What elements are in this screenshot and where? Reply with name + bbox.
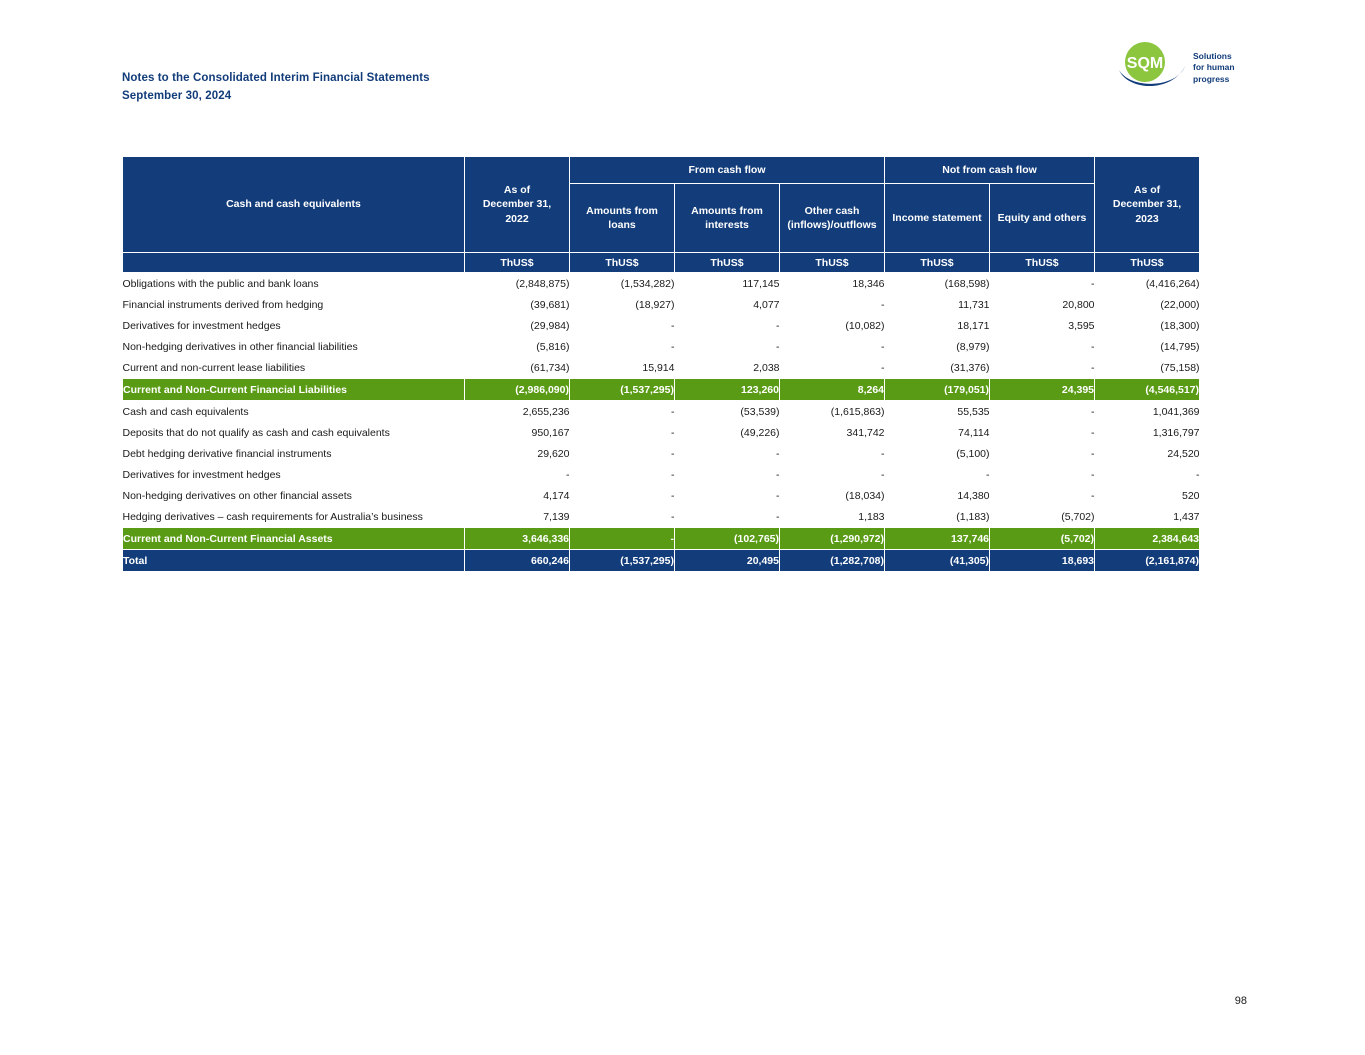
row-value-equity: 3,595 [990, 315, 1095, 336]
row-value-interests: - [675, 506, 780, 528]
row-value-equity: - [990, 464, 1095, 485]
row-value-as-of-2023: - [1095, 464, 1200, 485]
row-value-equity: 18,693 [990, 550, 1095, 572]
table-row [123, 273, 1200, 295]
row-value-loans: (1,534,282) [570, 273, 675, 295]
row-value-loans: - [570, 464, 675, 485]
total-row [123, 550, 1200, 572]
row-value-other-cash: (10,082) [780, 315, 885, 336]
subtotal-row-financial-assets [123, 528, 1200, 550]
row-value-as-of-2022: (2,848,875) [465, 273, 570, 295]
row-value-equity: - [990, 336, 1095, 357]
row-value-loans: - [570, 528, 675, 550]
row-value-equity: - [990, 357, 1095, 379]
row-value-loans: - [570, 401, 675, 423]
row-value-interests: - [675, 315, 780, 336]
group-header-from-cash-flow: From cash flow [570, 157, 885, 184]
subtotal-row-financial-liabilities [123, 379, 1200, 401]
table-row [123, 294, 1200, 315]
row-value-interests: 2,038 [675, 357, 780, 379]
row-value-as-of-2022: (39,681) [465, 294, 570, 315]
col-header-as-of-2022-line3: 2022 [505, 212, 529, 225]
row-value-as-of-2023: (14,795) [1095, 336, 1200, 357]
unit-as-of-2022: ThUS$ [465, 253, 570, 273]
row-value-as-of-2023: (4,546,517) [1095, 379, 1200, 401]
col-header-as-of-2023-line1: As of [1133, 184, 1161, 197]
row-value-as-of-2022: 2,655,236 [465, 401, 570, 423]
row-value-other-cash: 1,183 [780, 506, 885, 528]
row-value-income-statement: (179,051) [885, 379, 990, 401]
row-value-other-cash: (18,034) [780, 485, 885, 506]
row-value-equity: - [990, 401, 1095, 423]
row-value-income-statement: (41,305) [885, 550, 990, 572]
logo-tagline-line-2: for human [1193, 62, 1235, 73]
row-value-as-of-2023: 520 [1095, 485, 1200, 506]
row-value-as-of-2022: (61,734) [465, 357, 570, 379]
row-value-loans: - [570, 336, 675, 357]
document-header-line-1: Notes to the Consolidated Interim Financial Statements [122, 72, 430, 84]
row-label: Non-hedging derivatives on other financial assets [123, 485, 465, 506]
row-value-equity: (5,702) [990, 528, 1095, 550]
financial-table-container [122, 156, 1199, 572]
sqm-logo [1115, 40, 1245, 98]
col-header-other-cash-flows-line2: (inflows)/outflows [787, 219, 877, 231]
row-value-as-of-2022: 3,646,336 [465, 528, 570, 550]
row-value-as-of-2023: 1,041,369 [1095, 401, 1200, 423]
unit-equity-and-others: ThUS$ [990, 253, 1095, 273]
row-value-interests: 20,495 [675, 550, 780, 572]
row-value-other-cash: (1,282,708) [780, 550, 885, 572]
row-label: Derivatives for investment hedges [123, 315, 465, 336]
col-header-other-cash-flows-line1: Other cash [804, 204, 860, 217]
table-row [123, 357, 1200, 379]
row-value-loans: - [570, 422, 675, 443]
group-header-not-from-cash-flow: Not from cash flow [885, 157, 1095, 184]
row-value-as-of-2023: 1,316,797 [1095, 422, 1200, 443]
row-value-interests: 123,260 [675, 379, 780, 401]
row-value-as-of-2022: (2,986,090) [465, 379, 570, 401]
row-value-interests: 4,077 [675, 294, 780, 315]
row-value-as-of-2022: - [465, 464, 570, 485]
row-label: Cash and cash equivalents [123, 401, 465, 423]
row-value-other-cash: 8,264 [780, 379, 885, 401]
row-label: Non-hedging derivatives in other financial liabilities [123, 336, 465, 357]
document-header [122, 70, 430, 106]
row-value-interests: - [675, 443, 780, 464]
row-value-loans: 15,914 [570, 357, 675, 379]
financial-table [122, 156, 1200, 572]
row-value-income-statement: (168,598) [885, 273, 990, 295]
table-header-row-groups [123, 157, 1200, 184]
row-value-equity: (5,702) [990, 506, 1095, 528]
row-label: Obligations with the public and bank loans [123, 273, 465, 295]
row-value-income-statement: - [885, 464, 990, 485]
row-value-income-statement: 74,114 [885, 422, 990, 443]
row-value-as-of-2023: (22,000) [1095, 294, 1200, 315]
row-value-as-of-2022: 29,620 [465, 443, 570, 464]
row-value-interests: - [675, 485, 780, 506]
unit-income-statement: ThUS$ [885, 253, 990, 273]
row-value-income-statement: 11,731 [885, 294, 990, 315]
row-value-interests: (102,765) [675, 528, 780, 550]
row-label: Debt hedging derivative financial instruments [123, 443, 465, 464]
row-value-as-of-2022: 660,246 [465, 550, 570, 572]
table-body [123, 273, 1200, 572]
row-label: Total [123, 550, 465, 572]
unit-amounts-from-interests: ThUS$ [675, 253, 780, 273]
row-value-loans: - [570, 506, 675, 528]
unit-other-cash-flows: ThUS$ [780, 253, 885, 273]
table-row [123, 443, 1200, 464]
row-value-as-of-2023: (4,416,264) [1095, 273, 1200, 295]
row-value-income-statement: 137,746 [885, 528, 990, 550]
row-value-equity: - [990, 485, 1095, 506]
table-row [123, 422, 1200, 443]
col-header-as-of-2022 [465, 157, 570, 253]
table-row [123, 464, 1200, 485]
table-corner-label: Cash and cash equivalents [123, 157, 465, 253]
row-value-equity: - [990, 443, 1095, 464]
row-value-loans: - [570, 315, 675, 336]
logo-tagline [1193, 51, 1235, 85]
row-value-interests: (53,539) [675, 401, 780, 423]
col-header-amounts-from-loans-line1: Amounts from [586, 204, 658, 217]
row-value-as-of-2022: (5,816) [465, 336, 570, 357]
row-value-other-cash: - [780, 294, 885, 315]
table-row [123, 401, 1200, 423]
col-header-as-of-2023 [1095, 157, 1200, 253]
row-value-as-of-2022: 4,174 [465, 485, 570, 506]
row-value-other-cash: - [780, 464, 885, 485]
row-value-equity: - [990, 422, 1095, 443]
row-value-income-statement: (8,979) [885, 336, 990, 357]
col-header-as-of-2023-line2: December 31, [1112, 198, 1182, 211]
row-value-as-of-2023: (18,300) [1095, 315, 1200, 336]
unit-amounts-from-loans: ThUS$ [570, 253, 675, 273]
col-header-as-of-2023-line3: 2023 [1135, 212, 1159, 225]
col-header-amounts-from-interests-line2: interests [705, 219, 749, 231]
row-value-other-cash: (1,290,972) [780, 528, 885, 550]
col-header-as-of-2022-line2: December 31, [482, 198, 552, 211]
sqm-logo-mark [1115, 40, 1190, 98]
row-label: Derivatives for investment hedges [123, 464, 465, 485]
row-value-income-statement: (5,100) [885, 443, 990, 464]
row-value-as-of-2023: 2,384,643 [1095, 528, 1200, 550]
row-value-as-of-2023: (75,158) [1095, 357, 1200, 379]
row-value-as-of-2023: 1,437 [1095, 506, 1200, 528]
row-label: Hedging derivatives – cash requirements for Australia’s business [123, 506, 465, 528]
page-number: 98 [1234, 995, 1247, 1007]
row-value-income-statement: (1,183) [885, 506, 990, 528]
table-row [123, 315, 1200, 336]
table-row [123, 336, 1200, 357]
row-label: Financial instruments derived from hedging [123, 294, 465, 315]
row-value-interests: 117,145 [675, 273, 780, 295]
row-label: Deposits that do not qualify as cash and cash equivalents [123, 422, 465, 443]
table-units-row [123, 253, 1200, 273]
row-value-other-cash: - [780, 336, 885, 357]
logo-tagline-line-3: progress [1193, 73, 1230, 84]
row-value-interests: - [675, 336, 780, 357]
col-header-other-cash-flows [780, 184, 885, 253]
col-header-as-of-2022-line1: As of [503, 184, 531, 197]
table-row [123, 485, 1200, 506]
row-label: Current and Non-Current Financial Assets [123, 528, 465, 550]
col-header-amounts-from-interests-line1: Amounts from [691, 204, 763, 217]
row-value-loans: - [570, 485, 675, 506]
row-value-as-of-2022: (29,984) [465, 315, 570, 336]
row-value-loans: (18,927) [570, 294, 675, 315]
units-blank-cell [123, 253, 465, 273]
unit-as-of-2023: ThUS$ [1095, 253, 1200, 273]
row-value-equity: 20,800 [990, 294, 1095, 315]
row-value-loans: (1,537,295) [570, 379, 675, 401]
table-header [123, 157, 1200, 273]
row-value-equity: - [990, 273, 1095, 295]
col-header-amounts-from-loans-line2: loans [608, 219, 636, 231]
table-row [123, 506, 1200, 528]
row-value-other-cash: (1,615,863) [780, 401, 885, 423]
row-value-other-cash: 341,742 [780, 422, 885, 443]
row-value-as-of-2023: (2,161,874) [1095, 550, 1200, 572]
row-value-equity: 24,395 [990, 379, 1095, 401]
svg-text:SQM: SQM [1126, 55, 1164, 72]
row-value-as-of-2022: 950,167 [465, 422, 570, 443]
row-value-income-statement: 18,171 [885, 315, 990, 336]
row-value-loans: - [570, 443, 675, 464]
row-value-interests: - [675, 464, 780, 485]
row-value-loans: (1,537,295) [570, 550, 675, 572]
row-value-as-of-2022: 7,139 [465, 506, 570, 528]
col-header-amounts-from-interests [675, 184, 780, 253]
row-value-income-statement: 55,535 [885, 401, 990, 423]
col-header-amounts-from-loans [570, 184, 675, 253]
row-value-other-cash: - [780, 357, 885, 379]
row-value-income-statement: (31,376) [885, 357, 990, 379]
row-label: Current and Non-Current Financial Liabilities [123, 379, 465, 401]
row-value-other-cash: 18,346 [780, 273, 885, 295]
col-header-equity-and-others: Equity and others [990, 184, 1095, 253]
row-value-interests: (49,226) [675, 422, 780, 443]
row-value-as-of-2023: 24,520 [1095, 443, 1200, 464]
row-label: Current and non-current lease liabilities [123, 357, 465, 379]
col-header-income-statement: Income statement [885, 184, 990, 253]
row-value-income-statement: 14,380 [885, 485, 990, 506]
logo-tagline-line-1: Solutions [1193, 51, 1232, 61]
row-value-other-cash: - [780, 443, 885, 464]
document-header-line-2: September 30, 2024 [122, 89, 232, 102]
